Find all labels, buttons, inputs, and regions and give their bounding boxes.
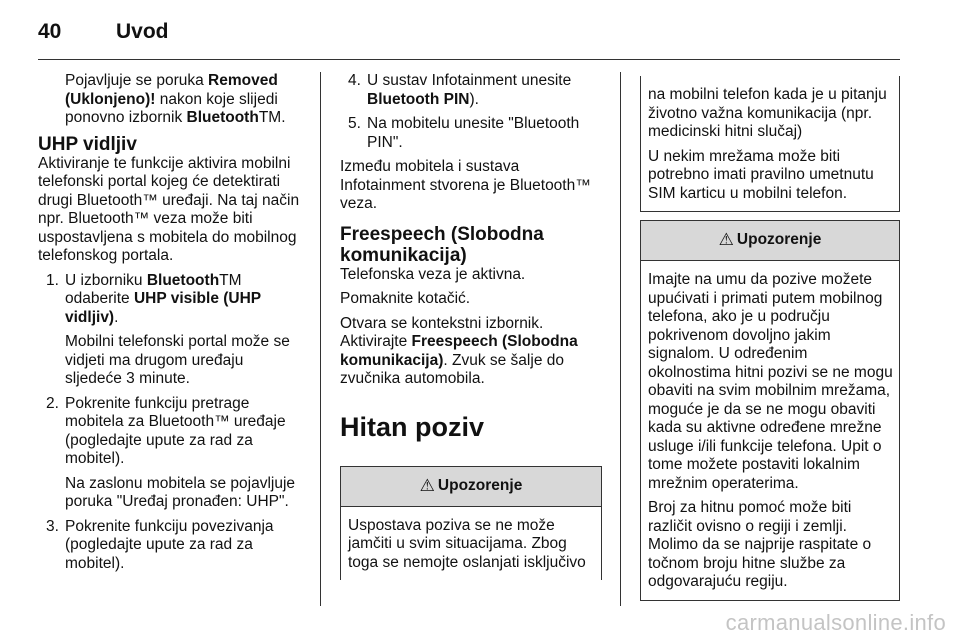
watermark: carmanualsonline.info bbox=[725, 610, 946, 635]
warning-header bbox=[341, 467, 601, 507]
warning-box-emergency bbox=[340, 466, 602, 581]
warning-box-continued bbox=[640, 76, 900, 212]
uhp-paragraph: Aktiviranje te funkcije aktivira mobilni telefonski portal kojeg će detektirati drugi Bluetooth™ uređaji. Na taj način npr. Bluetooth™ veza može biti uspostavljena s mobitela do mobilnog telefonskog portala. bbox=[38, 154, 300, 264]
column-3 bbox=[640, 76, 900, 601]
section-heading-uhp: UHP vidljiv bbox=[38, 133, 137, 155]
freespeech-para-3: Otvara se kontekstni izbornik. Aktivirajte Freespeech (Slobodna komunikacija). Zvuk se šalje do zvučnika automobila. bbox=[340, 314, 578, 387]
warning-box-coverage bbox=[640, 220, 900, 601]
warning-title: Upozorenje bbox=[437, 476, 523, 494]
section-heading-freespeech: Freespeech (Slobodna komunikacija) bbox=[340, 223, 544, 266]
list-item: 3. Pokrenite funkciju povezivanja (pogledajte upute za rad za mobitel). bbox=[46, 517, 274, 572]
freespeech-para-1: Telefonska veza je aktivna. bbox=[340, 265, 526, 283]
page-number: 40 bbox=[38, 20, 62, 43]
list-item: 5. Na mobitelu unesite "Bluetooth PIN". bbox=[348, 115, 580, 151]
warning-title: Upozorenje bbox=[736, 231, 822, 249]
header-rule bbox=[38, 59, 900, 60]
warning-continued-text: na mobilni telefon kada je u pitanju životno važna komunikacija (npr. medicinski hitni slučaj) bbox=[648, 86, 887, 140]
warning-header bbox=[641, 221, 899, 261]
column-2 bbox=[340, 72, 602, 580]
section-title-emergency: Hitan poziv bbox=[340, 411, 485, 442]
pin-steps bbox=[340, 72, 602, 152]
column-1 bbox=[38, 72, 304, 579]
chapter-title: Uvod bbox=[116, 20, 169, 43]
list-item: 4. U sustav Infotainment unesite Bluetooth PIN). bbox=[348, 72, 572, 108]
connection-paragraph: Između mobitela i sustava Infotainment stvorena je Bluetooth™ veza. bbox=[340, 158, 591, 212]
column-divider-1 bbox=[320, 72, 321, 606]
column-divider-2 bbox=[620, 72, 621, 606]
warning-icon: ⚠ bbox=[718, 230, 734, 250]
intro-paragraph: Pojavljuje se poruka Removed (Uklonjeno)! nakon koje slijedi ponovno izbornik BluetoothTM. bbox=[65, 72, 286, 126]
warning-body: Imajte na umu da pozive možete upućivati i primati putem mobilnog telefona, ako je u području pokrivenom dovoljno jakim signalom. U određenim okolnostima hitni pozivi se ne mogu obaviti na svim mobilnim mrežama, moguće je da se ne mogu obaviti kada su aktivne određene mrežne usluge i/ili funkcije telefona. Upit o tome možete postaviti lokalnim mrežnim operaterima. Broj za hitnu pomoć može biti različit ovisno o regiji i zemlji. Molimo da se najprije raspitate o točnom broju hitne službe za odgovarajuću regiju. bbox=[648, 271, 893, 590]
page-header bbox=[0, 0, 960, 60]
warning-icon: ⚠ bbox=[419, 475, 435, 495]
uhp-steps bbox=[38, 272, 304, 574]
list-item: 2. Pokrenite funkciju pretrage mobitela za Bluetooth™ uređaje (pogledajte upute za rad za mobitel). Na zaslonu mobitela se pojavljuje poruka "Uređaj pronađen: UHP". bbox=[46, 394, 296, 510]
list-item: 1. U izborniku BluetoothTM odaberite UHP visible (UHP vidljiv). Mobilni telefonski portal može se vidjeti ma drugom uređaju sljedeće 3 minute. bbox=[46, 271, 290, 387]
sim-note: U nekim mrežama može biti potrebno imati pravilno umetnutu SIM karticu u mobilni telefon. bbox=[648, 147, 874, 202]
warning-body: Uspostava poziva se ne može jamčiti u svim situacijama. Zbog toga se nemojte oslanjati isključivo bbox=[348, 516, 586, 571]
freespeech-para-2: Pomaknite kotačić. bbox=[340, 290, 471, 307]
